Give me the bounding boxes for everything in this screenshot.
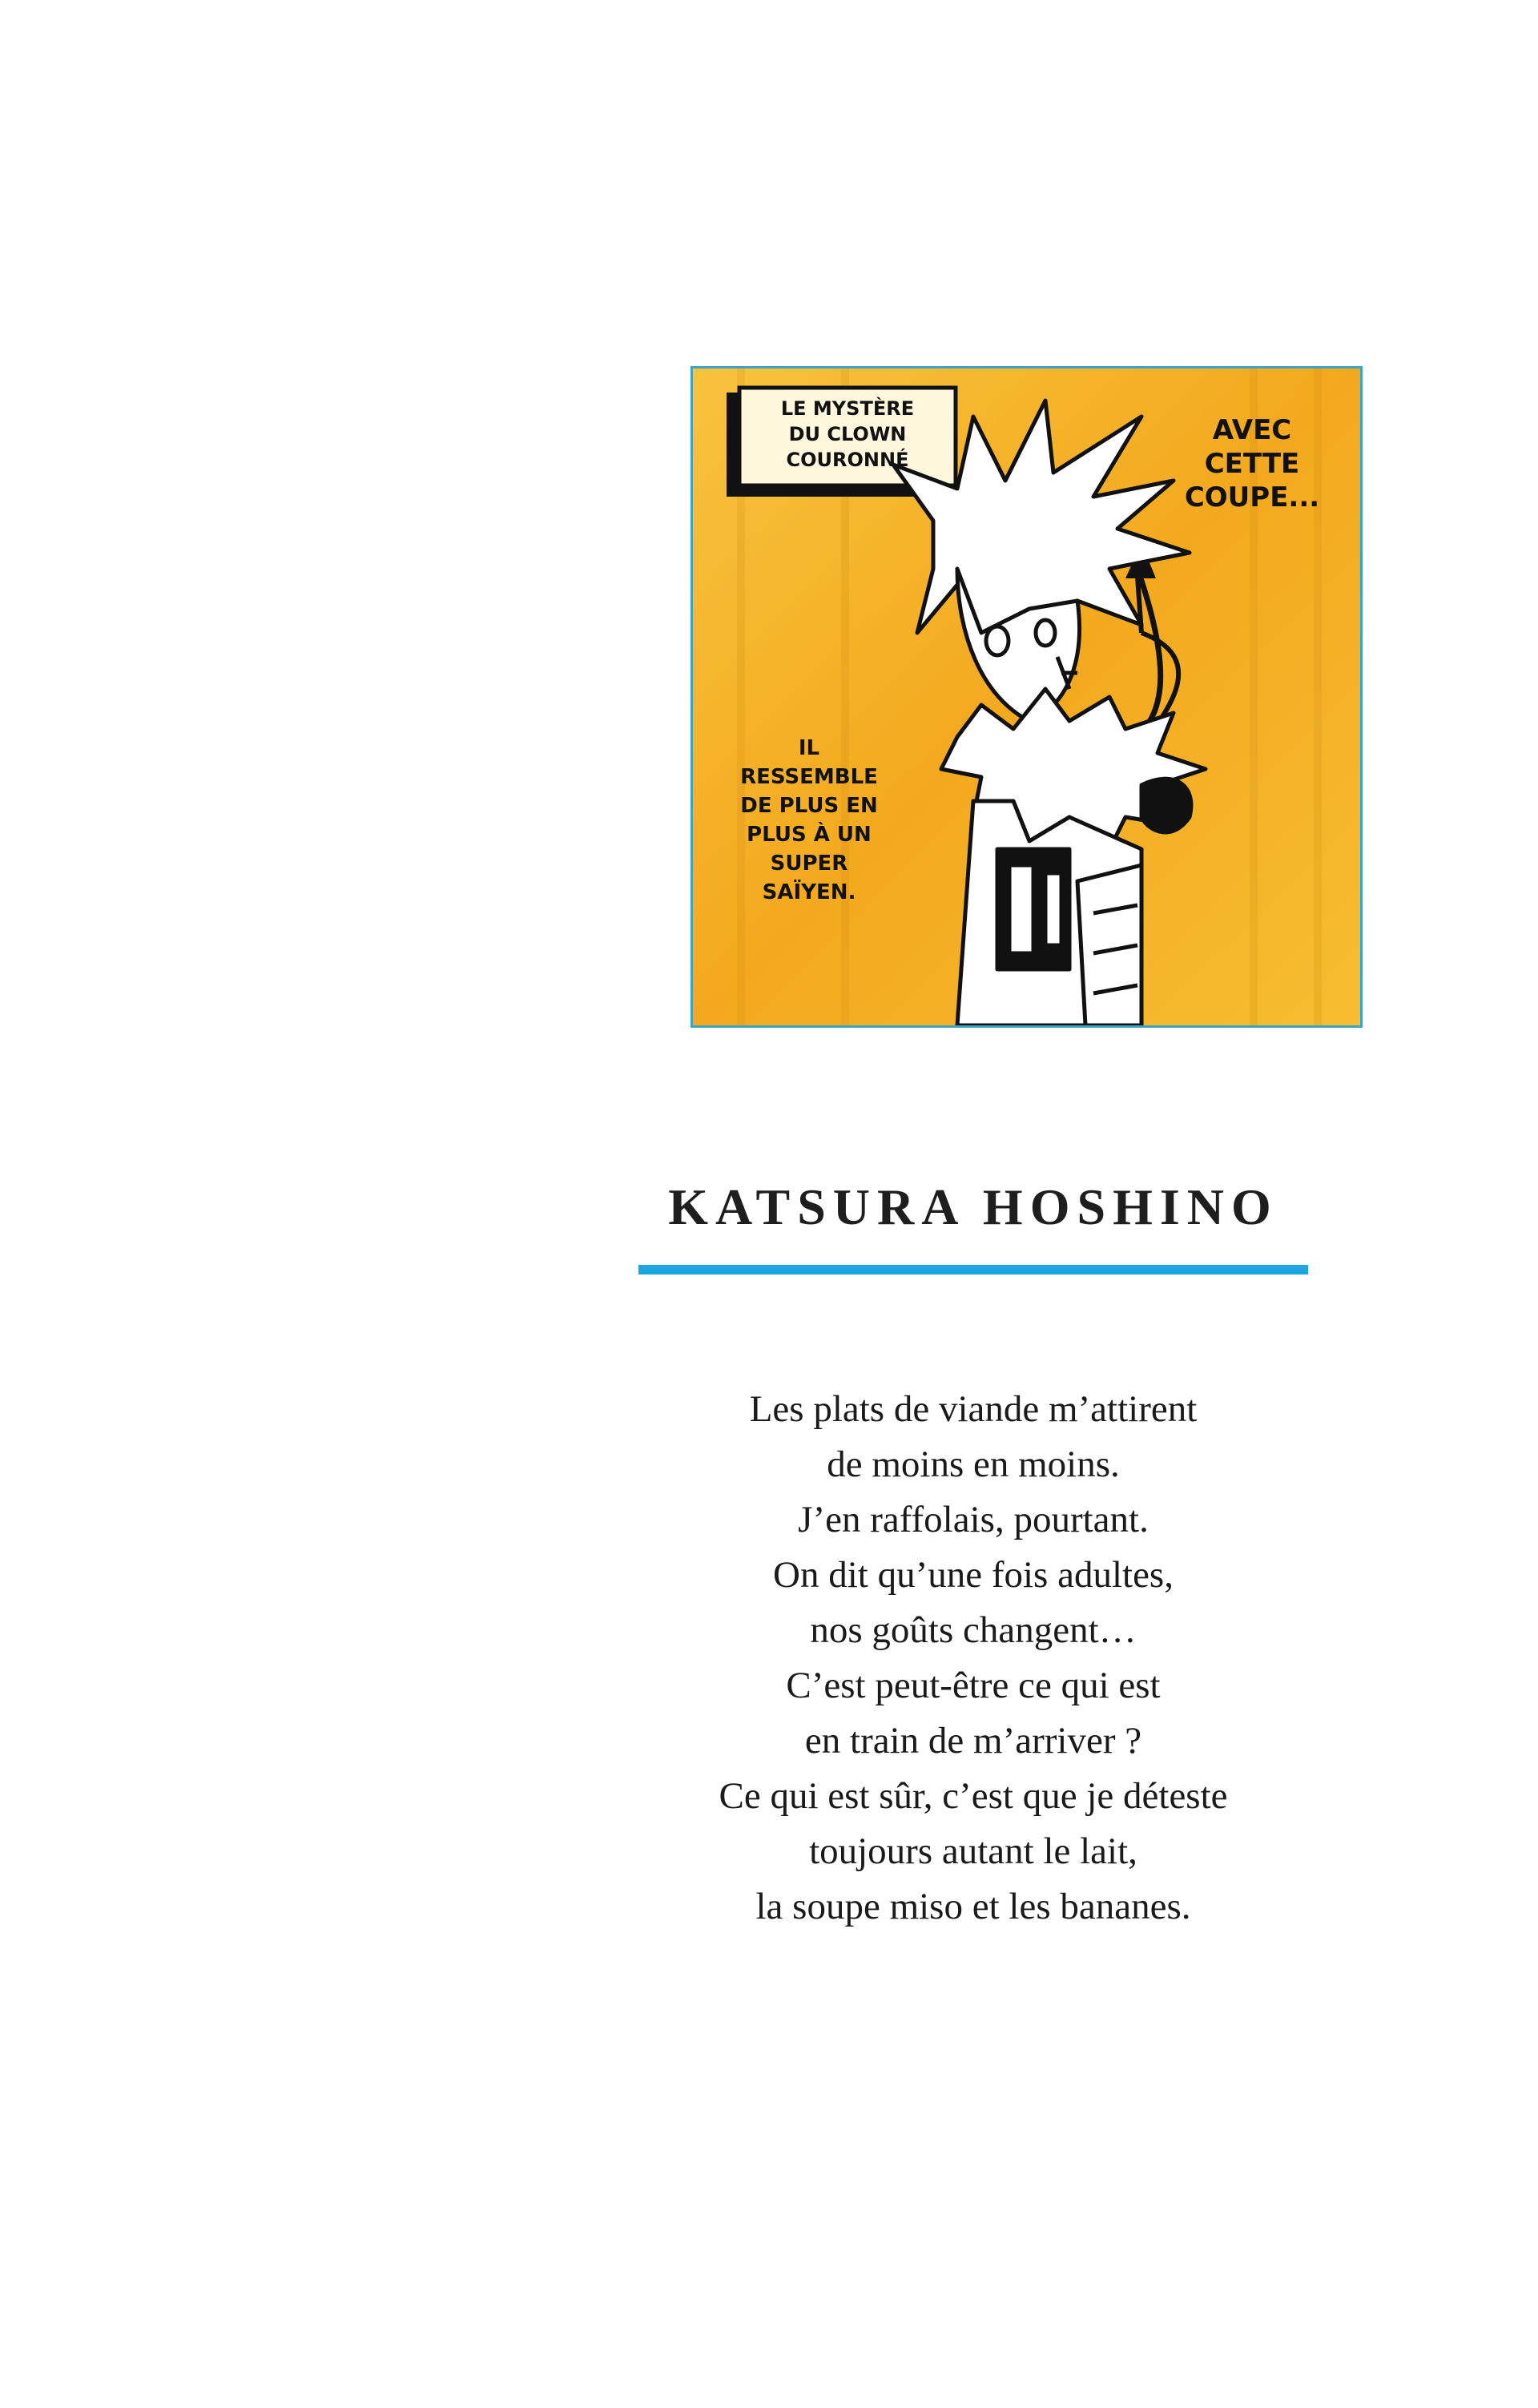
bubble-line: COUPE... — [1184, 481, 1320, 513]
bubble-line: AVEC — [1212, 414, 1292, 446]
bubble-line: SUPER — [770, 852, 848, 876]
bubble-line: DE PLUS EN — [740, 794, 878, 818]
comment-line: en train de m’arriver ? — [804, 1720, 1142, 1762]
comment-line: de moins en moins. — [827, 1444, 1120, 1485]
author-name: KATSURA HOSHINO — [668, 1178, 1278, 1235]
bubble-line: IL — [798, 736, 820, 760]
caption-line: LE MYSTÈRE — [780, 397, 915, 420]
bubble-line: RESSEMBLE — [740, 765, 878, 789]
comment-line: On dit qu’une fois adultes, — [773, 1554, 1174, 1596]
comment-line: Ce qui est sûr, c’est que je déteste — [719, 1775, 1228, 1817]
comment-line: nos goûts changent… — [810, 1609, 1137, 1651]
comment-line: J’en raffolais, pourtant. — [798, 1499, 1149, 1540]
author-comment — [633, 1382, 1314, 1935]
bubble-line: PLUS À UN — [747, 823, 872, 847]
comment-line: toujours autant le lait, — [809, 1830, 1137, 1872]
character-drawing — [693, 368, 1360, 1025]
comment-line: Les plats de viande m’attirent — [749, 1388, 1198, 1430]
bubble-line: CETTE — [1204, 448, 1300, 480]
comment-line: C’est peut-être ce qui est — [786, 1665, 1161, 1706]
divider-rule — [638, 1265, 1308, 1274]
caption-line: DU CLOWN — [788, 423, 907, 445]
bubble-line: SAÏYEN. — [762, 880, 856, 904]
comment-line: la soupe miso et les bananes. — [755, 1886, 1191, 1927]
author-illustration — [690, 366, 1363, 1028]
caption-line: COURONNÉ — [786, 449, 909, 471]
